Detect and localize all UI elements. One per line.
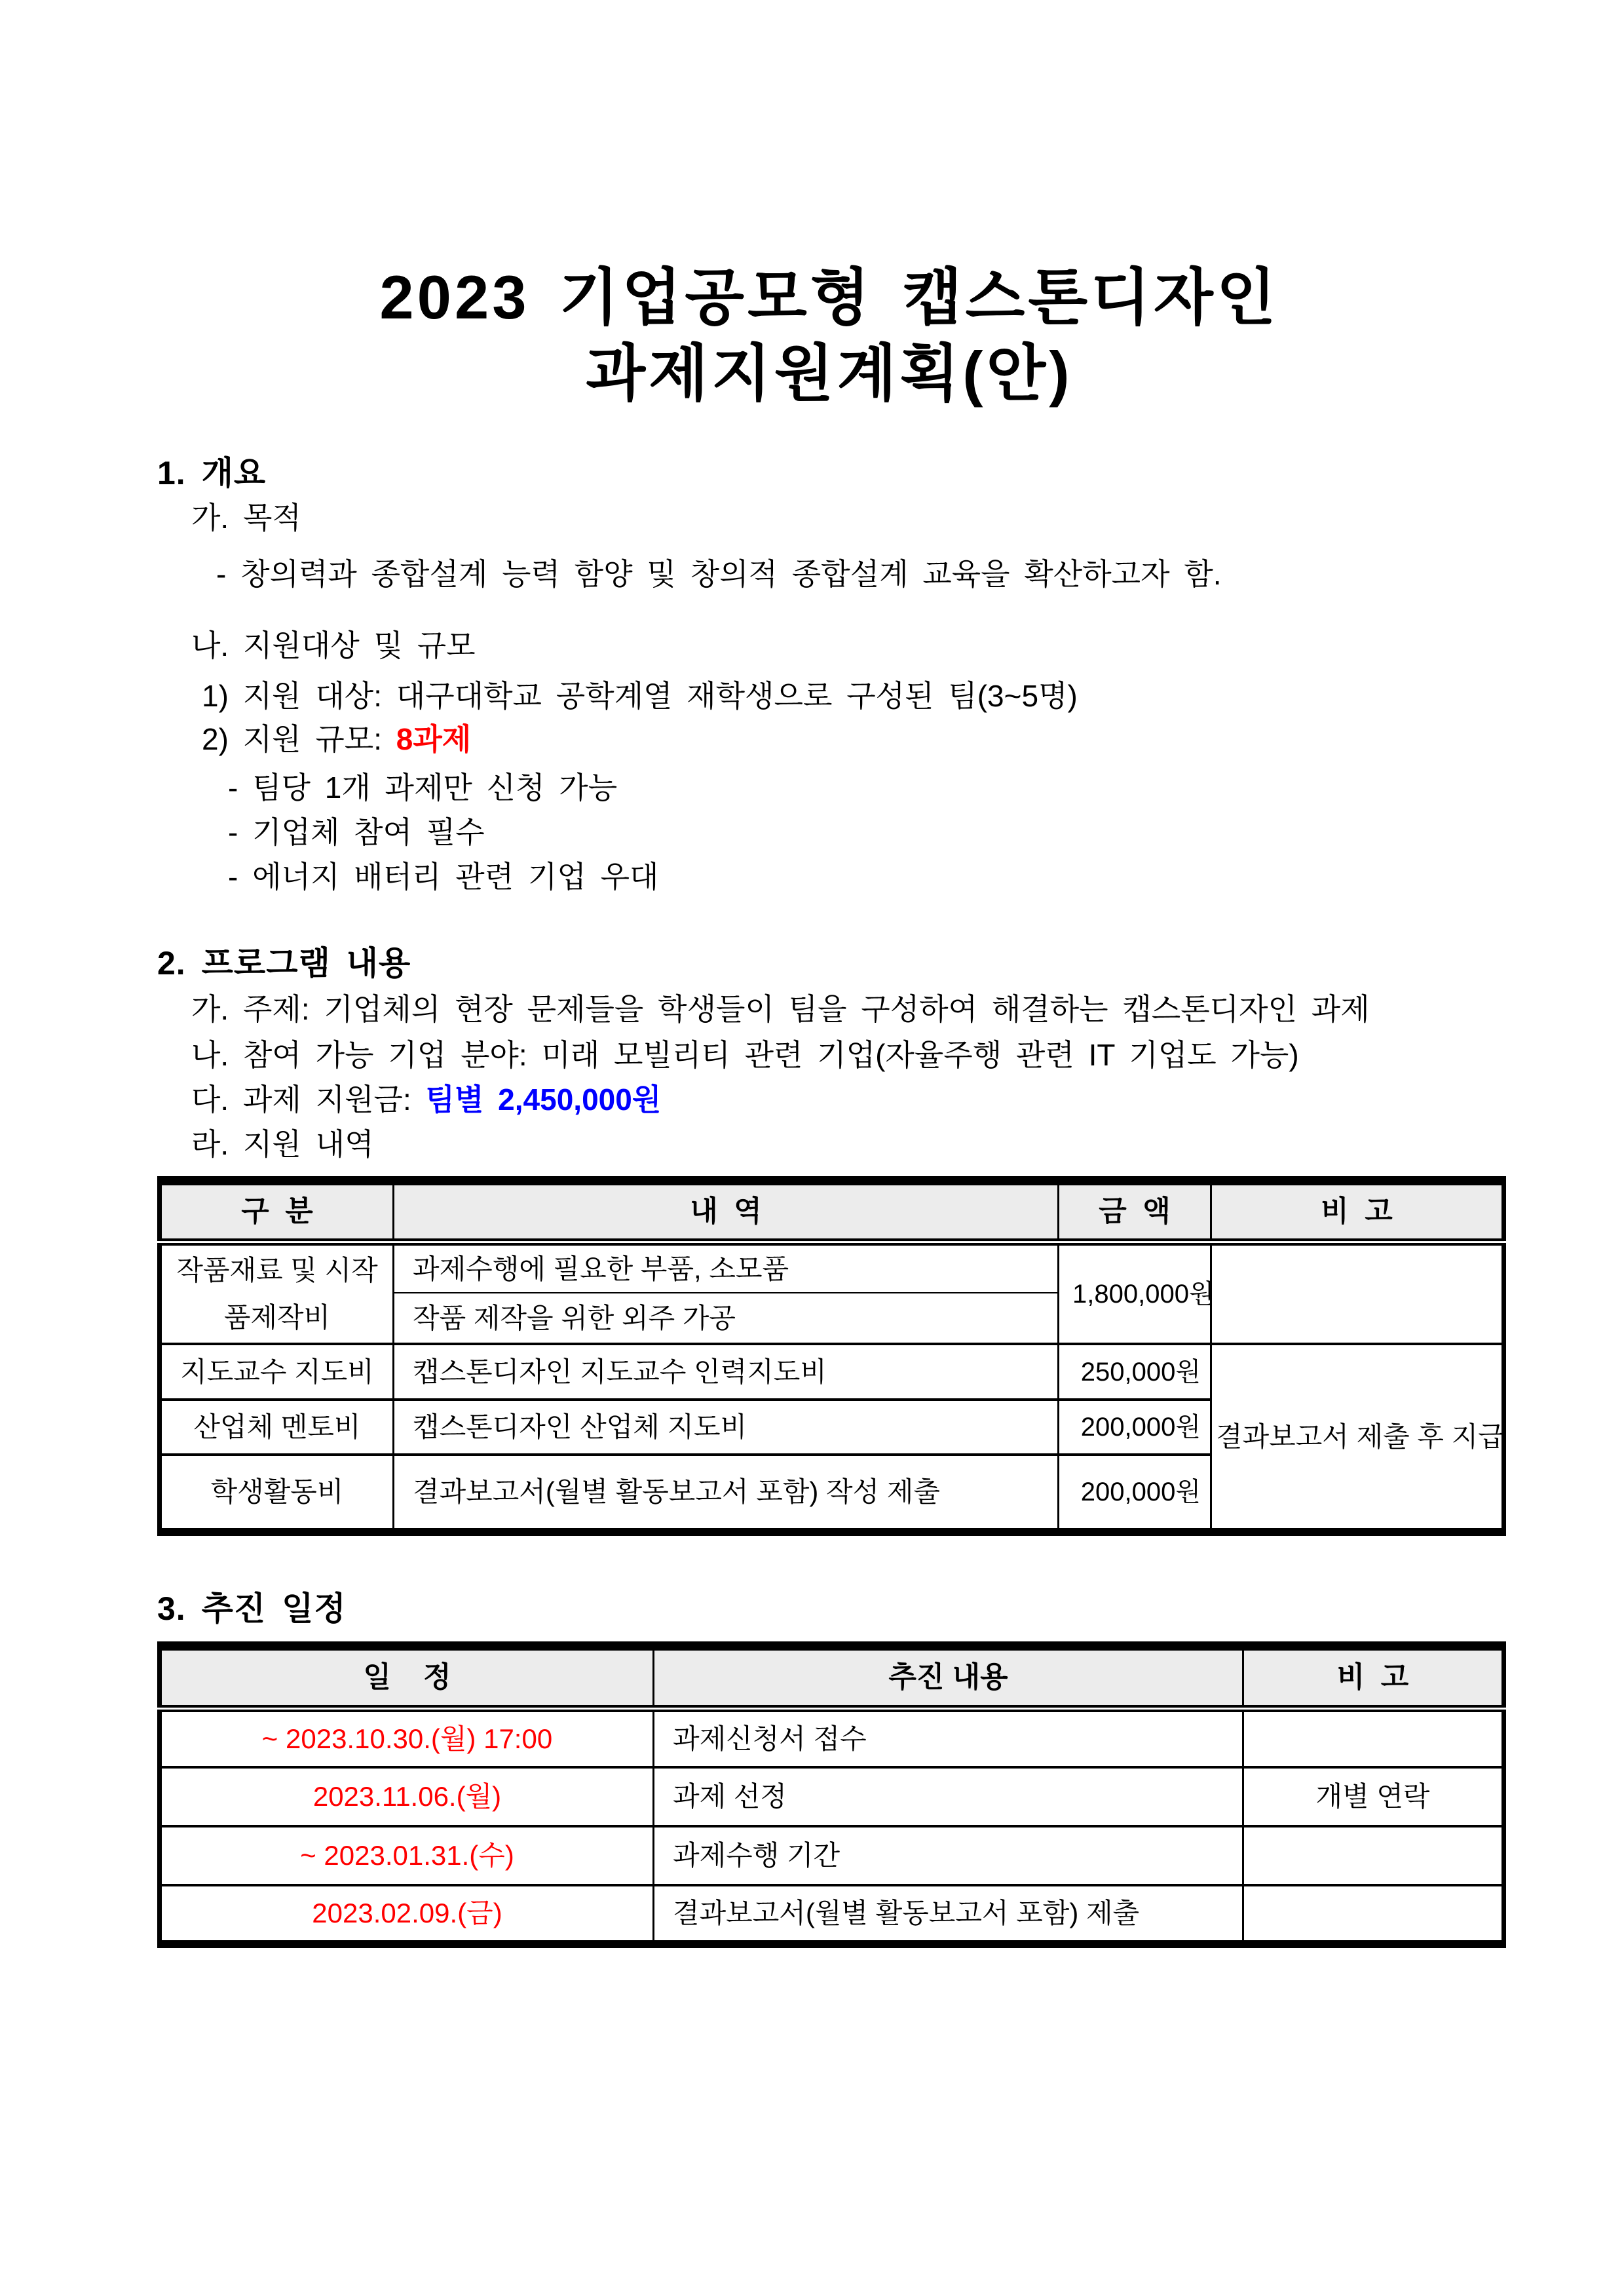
document-title	[157, 259, 1501, 411]
table-row	[160, 1344, 1504, 1400]
schedule-row2-note: 개별 연락	[1243, 1767, 1504, 1826]
table-row	[160, 1708, 1504, 1767]
program-detail-label: 라. 지원 내역	[191, 1127, 374, 1161]
schedule-row2-date: 2023.11.06.(월)	[160, 1767, 654, 1826]
support-row3-detail: 캡스톤디자인 산업체 지도비	[394, 1400, 1059, 1455]
support-row1-amount: 1,800,000원	[1059, 1242, 1211, 1344]
schedule-row2-content: 과제 선정	[654, 1767, 1243, 1826]
program-fund-prefix: 다. 과제 지원금:	[191, 1082, 426, 1117]
schedule-row3-content: 과제수행 기간	[654, 1826, 1243, 1885]
program-field: 나. 참여 가능 기업 분야: 미래 모빌리티 관련 기업(자율주행 관련 IT 기업도 가능)	[191, 1038, 1299, 1072]
schedule-row1-note	[1243, 1708, 1504, 1767]
overview-target-item1: 1) 지원 대상: 대구대학교 공학계열 재학생으로 구성된 팀(3~5명)	[202, 679, 1078, 713]
overview-purpose-detail: - 창의력과 종합설계 능력 함양 및 창의적 종합설계 교육을 확산하고자 함.	[216, 557, 1222, 591]
table-row	[160, 1242, 1504, 1293]
overview-subitem-2: - 기업체 참여 필수	[228, 815, 485, 849]
support-row3-amount: 200,000원	[1059, 1400, 1211, 1455]
support-header-amount: 금 액	[1059, 1181, 1211, 1242]
overview-target-label: 나. 지원대상 및 규모	[191, 628, 476, 662]
support-row1-note	[1211, 1242, 1504, 1344]
table-row	[160, 1767, 1504, 1826]
support-row4-category: 학생활동비	[160, 1455, 394, 1532]
document-title-line2: 과제지원계획(안)	[586, 339, 1073, 408]
support-row2-amount: 250,000원	[1059, 1344, 1211, 1400]
overview-subitem-3: - 에너지 배터리 관련 기업 우대	[228, 860, 659, 894]
overview-target-item2	[202, 716, 471, 762]
support-merged-note: 결과보고서 제출 후 지급	[1211, 1344, 1504, 1532]
schedule-header-note: 비 고	[1243, 1646, 1504, 1708]
schedule-table	[157, 1641, 1506, 1948]
support-table-header-row	[160, 1181, 1504, 1242]
schedule-row3-date: ~ 2023.01.31.(수)	[160, 1826, 654, 1885]
table-row	[160, 1885, 1504, 1944]
program-fund	[191, 1077, 661, 1122]
support-row1-detail1: 과제수행에 필요한 부품, 소모품	[394, 1242, 1059, 1293]
table-row	[160, 1826, 1504, 1885]
schedule-heading: 3. 추진 일정	[157, 1590, 347, 1627]
schedule-header-content: 추진 내용	[654, 1646, 1243, 1708]
support-header-detail: 내 역	[394, 1181, 1059, 1242]
overview-heading: 1. 개요	[157, 455, 267, 491]
program-topic: 가. 주제: 기업체의 현장 문제들을 학생들이 팀을 구성하여 해결하는 캡스톤디자인 과제	[191, 992, 1370, 1026]
document-title-line1: 2023 기업공모형 캡스톤디자인	[379, 263, 1279, 332]
support-table	[157, 1176, 1506, 1536]
schedule-row1-date: ~ 2023.10.30.(월) 17:00	[160, 1708, 654, 1767]
support-row2-category: 지도교수 지도비	[160, 1344, 394, 1400]
support-row4-detail: 결과보고서(월별 활동보고서 포함) 작성 제출	[394, 1455, 1059, 1532]
program-heading: 2. 프로그램 내용	[157, 945, 411, 982]
overview-purpose-label: 가. 목적	[191, 501, 301, 535]
support-row1-category: 작품재료 및 시작품제작비	[160, 1242, 394, 1344]
support-row2-detail: 캡스톤디자인 지도교수 인력지도비	[394, 1344, 1059, 1400]
schedule-row4-date: 2023.02.09.(금)	[160, 1885, 654, 1944]
support-header-note: 비 고	[1211, 1181, 1504, 1242]
schedule-header-date: 일 정	[160, 1646, 654, 1708]
schedule-table-header-row	[160, 1646, 1504, 1708]
support-row1-detail2: 작품 제작을 위한 외주 가공	[394, 1293, 1059, 1344]
overview-target-item2-prefix: 2) 지원 규모:	[202, 722, 396, 756]
schedule-row4-note	[1243, 1885, 1504, 1944]
schedule-row3-note	[1243, 1826, 1504, 1885]
overview-target-item2-value: 8과제	[396, 722, 472, 756]
schedule-row1-content: 과제신청서 접수	[654, 1708, 1243, 1767]
support-row3-category: 산업체 멘토비	[160, 1400, 394, 1455]
overview-subitem-1: - 팀당 1개 과제만 신청 가능	[228, 771, 618, 805]
support-header-category: 구 분	[160, 1181, 394, 1242]
schedule-row4-content: 결과보고서(월별 활동보고서 포함) 제출	[654, 1885, 1243, 1944]
program-fund-value: 팀별 2,450,000원	[425, 1082, 662, 1117]
support-row4-amount: 200,000원	[1059, 1455, 1211, 1532]
